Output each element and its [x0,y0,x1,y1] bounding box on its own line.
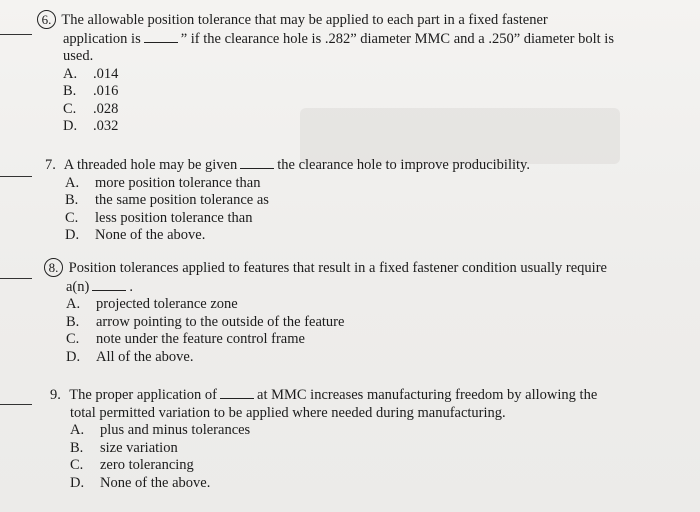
option-letter: B. [70,439,84,456]
question-7 [45,156,685,245]
option-b[interactable] [66,314,694,332]
option-a[interactable] [63,66,677,84]
question-9 [50,386,690,492]
option-letter: A. [63,65,78,82]
question-text: . [129,278,133,295]
options-list [37,66,677,136]
question-9-line-1 [50,386,690,405]
answer-line-q7[interactable] [0,176,32,177]
fill-in-blank [144,30,178,43]
option-b[interactable] [70,440,690,458]
option-c[interactable] [70,457,690,475]
option-letter: A. [65,174,80,191]
option-d[interactable] [66,349,694,367]
question-6-line-3: used. [63,48,94,64]
option-text: .016 [93,83,119,99]
option-d[interactable] [63,118,677,136]
question-text: The allowable position tolerance that may be applied to each part in a fixed fastener [61,12,548,28]
question-text: a(n) [66,278,90,295]
question-6-line-2 [37,30,677,49]
question-text: A threaded hole may be given [63,157,238,173]
option-text: arrow pointing to the outside of the feature [96,313,345,330]
answer-line-q8[interactable] [0,278,32,279]
options-list [44,296,694,366]
question-8-line-2 [44,278,694,297]
option-c[interactable] [66,331,694,349]
option-letter: D. [65,227,80,243]
option-letter: A. [70,422,85,438]
option-text: All of the above. [96,348,194,365]
question-text: ” if the clearance hole is .282” diameter MMC and a .250” diameter bolt is [180,30,614,47]
question-text: the clearance hole to improve producibility. [277,157,530,173]
option-letter: D. [70,474,85,491]
question-6-line-1 [37,10,677,30]
question-6 [37,10,677,136]
fill-in-blank [92,278,126,291]
fill-in-blank [220,386,254,399]
question-number-circled: 8. [44,258,63,277]
options-list [50,422,690,492]
option-b[interactable] [65,192,685,210]
option-text: projected tolerance zone [96,296,238,312]
option-letter: C. [63,100,77,117]
question-text: application is [63,30,141,47]
options-list [45,175,685,245]
option-text: more position tolerance than [95,174,261,191]
question-text: Position tolerances applied to features that result in a fixed fastener condition usually require [68,260,607,276]
option-text: note under the feature control frame [96,331,305,347]
question-number-circled: 6. [37,10,56,29]
option-text: None of the above. [95,227,206,243]
option-letter: B. [65,192,79,208]
option-letter: C. [65,209,79,226]
question-text: The proper application of [69,387,218,403]
option-text: .032 [93,118,119,134]
option-text: .014 [93,65,119,82]
option-text: None of the above. [100,474,211,491]
option-text: .028 [93,100,119,117]
option-text: size variation [100,439,178,456]
question-7-line-1 [45,156,685,175]
option-letter: D. [66,348,81,365]
question-8-line-1 [44,258,694,278]
option-letter: C. [70,457,84,473]
option-c[interactable] [65,210,685,228]
option-a[interactable] [70,422,690,440]
question-number: 7. [45,157,56,173]
answer-line-q6[interactable] [0,34,32,35]
option-letter: B. [63,83,77,99]
option-d[interactable] [65,227,685,245]
option-letter: D. [63,118,78,134]
option-text: the same position tolerance as [95,192,269,208]
question-number: 9. [50,387,61,403]
option-a[interactable] [66,296,694,314]
option-letter: B. [66,313,80,330]
option-d[interactable] [70,475,690,493]
option-c[interactable] [63,101,677,119]
option-b[interactable] [63,83,677,101]
option-a[interactable] [65,175,685,193]
option-letter: A. [66,296,81,312]
question-text: at MMC increases manufacturing freedom by allowing the [257,387,598,403]
question-8 [44,258,694,366]
option-letter: C. [66,331,80,347]
option-text: less position tolerance than [95,209,253,226]
answer-line-q9[interactable] [0,404,32,405]
fill-in-blank [240,156,274,169]
option-text: zero tolerancing [100,457,194,473]
question-9-line-2: total permitted variation to be applied where needed during manufacturing. [70,404,506,421]
option-text: plus and minus tolerances [100,422,251,438]
